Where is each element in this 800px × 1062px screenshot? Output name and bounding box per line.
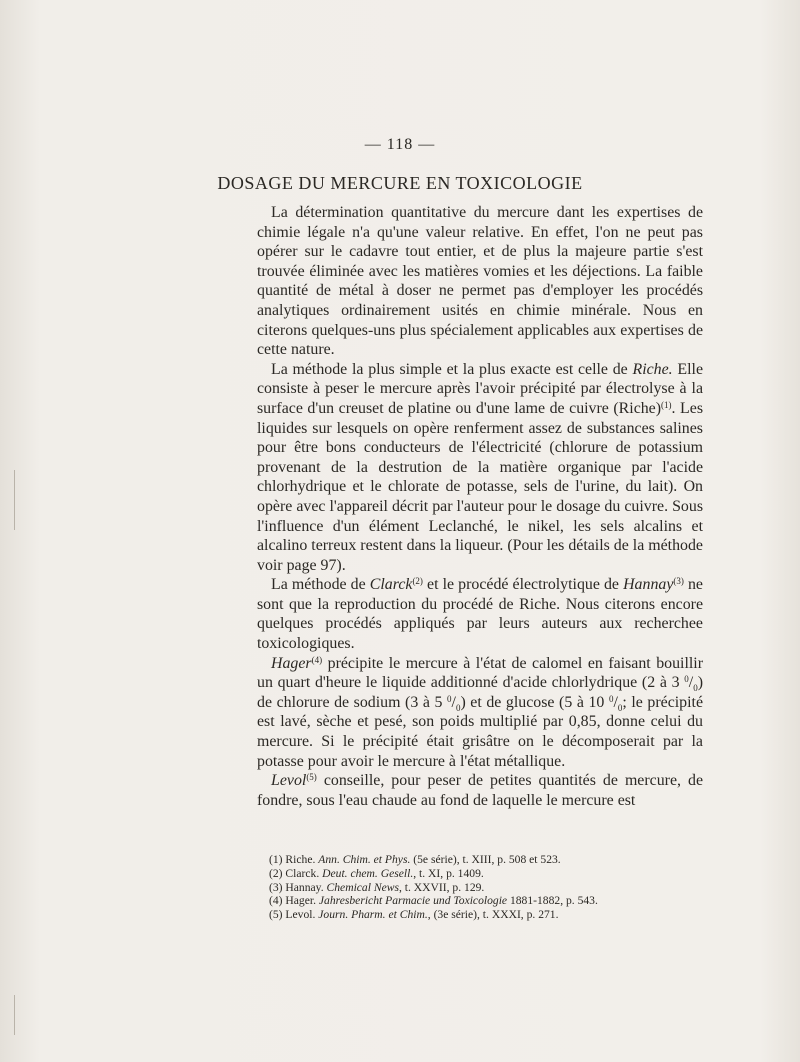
footnote-number: (1) Riche. (269, 853, 319, 866)
page-edge-mark (14, 995, 15, 1035)
author-name-levol: Levol (271, 772, 307, 790)
percent-sign-part: / (613, 693, 618, 711)
footnote-source: Chemical News (326, 880, 399, 894)
text-run: ; le précipité est lavé, sèche et pesé, son poids multiplié par 0,85, donne celui du mercure. Si le précipité était grisâtre on le décomposerait par la potasse pour avoir le mercure à l'état métallique. (257, 693, 703, 770)
text-run: et le procédé électrolytique de (422, 576, 624, 594)
footnote-detail: (5e série), t. XIII, p. 508 et 523. (410, 853, 561, 866)
paragraph-1: La détermination quantitative du mercure dant les expertises de chimie légale n'a qu'une valeur relative. En effet, l'on ne peut pas opérer sur le cadavre tout entier, et de plus la majeure partie s'est trouvée éliminée avec les matières vomies et les déjections. La faible quantité de métal à doser ne permet pas d'employer les procédés analytiques ordinairement usités en chimie minérale. Nous en citerons quelques-uns plus spécialement applicables aux expertises de cette nature. (257, 204, 703, 359)
footnote-ref-3: (3) (673, 576, 684, 587)
text-run: La méthode la plus simple et la plus exacte est celle de (271, 360, 633, 378)
percent-sign-part: / (451, 693, 456, 711)
text-run: conseille, pour peser de petites quantités de mercure, de fondre, sous l'eau chaude au fond de laquelle le mercure est (257, 772, 703, 809)
text-run: précipite le mercure à l'état de calomel en faisant bouillir un quart d'heure le liquide additionné d'acide chlorlydrique (2 à 3 (257, 654, 703, 692)
footnote-detail: , t. XI, p. 1409. (413, 866, 484, 880)
footnote-number: (3) Hannay. (269, 880, 327, 894)
percent-sign-part: / (688, 674, 694, 692)
body-text (257, 203, 703, 810)
text-run: Elle consiste à peser le mercure après l'avoir précipité par électrolyse à la surface d'un creuset de platine ou d'une lame de cuivre (Riche) (257, 360, 703, 417)
author-name-clarck: Clarck (369, 576, 413, 594)
footnote-source: Deut. chem. Gesell. (322, 866, 414, 880)
footnote-detail: , (3e série), t. XXXI, p. 271. (427, 908, 559, 922)
footnote-2 (269, 867, 729, 881)
footnote-number: (4) Hager. (269, 894, 319, 908)
text-run: . Les liquides sur lesquels on opère renferment assez de substances salines pour être bons conducteurs de l'électricité (chlorure de potassium provenant de la destrution de la matière organique par l'acide chlorhydrique et le chlorate de potasse, sels de l'urine, du lait). On opère avec l'appareil décrit par l'auteur pour le dosage du cuivre. Sous l'influence d'un élément Leclanché, le nikel, les sels alcalins et alcalino terreux restent dans la liqueur. (Pour les détails de la méthode voir page 97). (257, 399, 703, 574)
text-run: La méthode de (271, 576, 370, 594)
page-number: — 118 — (364, 136, 436, 153)
paragraph-3 (257, 575, 703, 653)
text-run: ) de chlorure de sodium (3 à 5 (257, 674, 703, 711)
footnote-3 (269, 881, 729, 895)
footnote-detail: 1881-1882, p. 543. (507, 894, 598, 908)
footnote-source: Journ. Pharm. et Chim. (318, 908, 428, 922)
footnote-ref-4: (4) (311, 654, 323, 665)
section-heading: DOSAGE DU MERCURE EN TOXICOLOGIE (217, 173, 583, 193)
paragraph-2 (257, 360, 703, 576)
footnote-4 (269, 894, 729, 908)
footnote-ref-1: (1) (661, 399, 672, 410)
text-run: ) et de glucose (5 à 10 (460, 693, 609, 711)
footnote-number: (2) Clarck. (269, 866, 323, 880)
percent-sign-part: 0 (447, 693, 452, 704)
percent-sign-part: 0 (608, 693, 614, 704)
footnote-number: (5) Levol. (269, 908, 319, 922)
paragraph-4 (257, 654, 703, 772)
footnote-5 (269, 908, 729, 922)
author-name-riche: Riche. (632, 360, 673, 378)
footnote-source: Ann. Chim. et Phys. (318, 853, 411, 866)
author-name-hannay: Hannay (623, 576, 674, 594)
footnote-ref-5: (5) (306, 772, 317, 783)
footnote-source: Jahresbericht Parmacie und Toxicologie (318, 894, 508, 908)
page-edge-mark (14, 470, 15, 530)
percent-sign-part: 0 (684, 674, 689, 685)
percent-sign-part: 0 (617, 703, 623, 714)
paragraph-5 (257, 771, 703, 810)
footnotes (269, 853, 729, 922)
percent-sign-part: 0 (455, 703, 461, 714)
footnote-1 (269, 853, 729, 867)
percent-sign-part: 0 (693, 683, 698, 694)
footnote-detail: , t. XXVII, p. 129. (398, 880, 485, 894)
author-name-hager: Hager (271, 654, 312, 672)
text-run: ne sont que la reproduction du procédé de Riche. Nous citerons encore quelques procédés appliqués par leurs auteurs aux recherchee toxicologiques. (257, 576, 703, 653)
footnote-ref-2: (2) (412, 576, 423, 587)
